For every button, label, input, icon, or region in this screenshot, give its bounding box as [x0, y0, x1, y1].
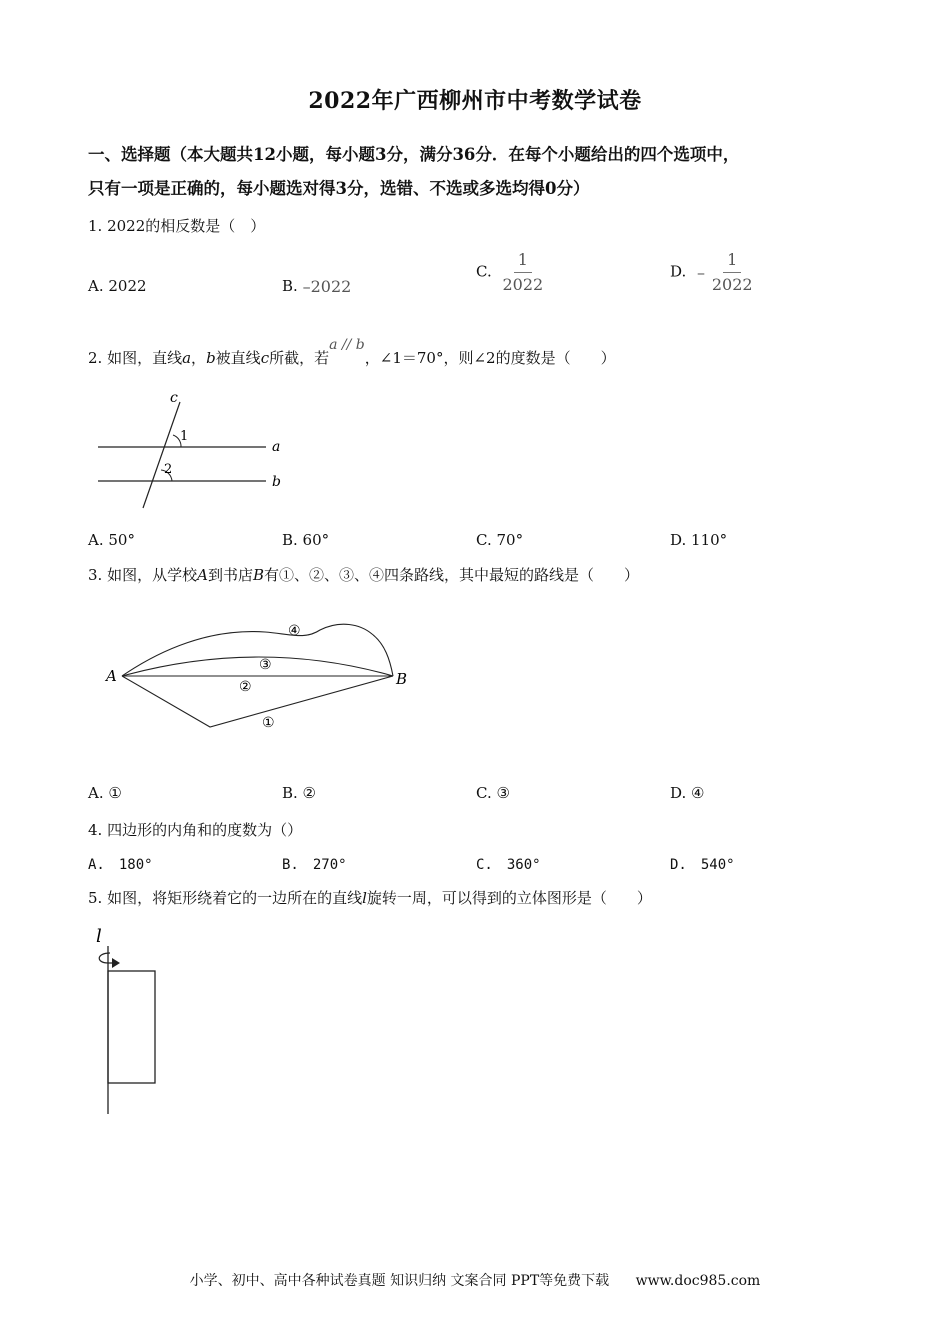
label-b: b [272, 474, 281, 490]
var-b: b [206, 349, 216, 367]
fraction-denominator: 2022 [711, 275, 753, 294]
fraction-numerator: 1 [723, 250, 741, 273]
question-3-option-a: A. ① [88, 784, 122, 802]
stem-text: 3. 如图，从学校 [88, 566, 198, 584]
section-header [88, 138, 868, 206]
stem-text: 被直线 [215, 349, 261, 367]
label-A: A [106, 667, 117, 685]
question-2-option-a: A. 50° [88, 531, 135, 549]
question-5-stem [88, 888, 652, 908]
route-4 [122, 624, 393, 676]
var-l: l [362, 889, 367, 907]
question-3-option-c: C. ③ [476, 784, 510, 802]
question-1-option-b [282, 276, 351, 297]
option-label: C. [476, 262, 492, 281]
option-value: –2022 [302, 277, 352, 296]
footer-url: www.doc985.com [635, 1273, 761, 1289]
fraction [503, 250, 544, 295]
label-angle-2: 2 [164, 462, 173, 477]
stem-text: ，∠1＝70°，则∠2的度数是（ ） [364, 349, 616, 367]
question-1-option-c [476, 250, 543, 295]
var-A: A [197, 566, 208, 584]
label-c: c [170, 390, 178, 406]
question-1-option-d [670, 250, 753, 295]
var-a: a [182, 349, 192, 367]
route-1 [122, 676, 393, 727]
question-4-stem: 4. 四边形的内角和的度数为（） [88, 821, 303, 839]
line-c [143, 402, 180, 508]
fraction-denominator: 2022 [502, 275, 544, 294]
question-4-option-a: A. 180° [88, 857, 153, 873]
stem-text: 有①、②、③、④四条路线，其中最短的路线是（ ） [263, 566, 639, 584]
question-3-stem [88, 565, 639, 585]
label-l: l [96, 926, 102, 947]
label-route-4: ④ [288, 623, 301, 639]
question-2-option-b: B. 60° [282, 531, 330, 549]
option-label: B. [282, 277, 298, 295]
rotation-arrow-icon [99, 953, 114, 963]
rectangle-rotation-figure [90, 922, 170, 1117]
parallel-lines-figure [88, 388, 298, 513]
question-4-option-c: C. 360° [476, 857, 541, 873]
question-3-option-b: B. ② [282, 784, 317, 802]
stem-text: ， [191, 349, 207, 367]
routes-figure [100, 610, 420, 735]
label-route-3: ③ [259, 657, 272, 673]
label-angle-1: 1 [180, 429, 189, 444]
question-4-option-d: D. 540° [670, 857, 735, 873]
stem-text: 到书店 [207, 566, 253, 584]
negative-sign: – [697, 262, 706, 282]
question-1-option-a: A. 2022 [88, 277, 147, 295]
label-a: a [272, 439, 281, 455]
arrow-head-icon [112, 958, 120, 968]
question-2-option-d: D. 110° [670, 531, 728, 549]
question-2-option-c: C. 70° [476, 531, 524, 549]
question-1-stem: 1. 2022的相反数是（ ） [88, 217, 266, 235]
route-3 [122, 657, 393, 676]
section-header-line2: 只有一项是正确的，每小题选对得3分，选错、不选或多选均得0分） [88, 179, 590, 198]
label-route-2: ② [239, 679, 252, 695]
stem-text: 所截，若 [269, 349, 330, 367]
parallel-expression: a // b [329, 337, 365, 353]
rectangle [108, 971, 155, 1083]
option-label: D. [670, 262, 687, 281]
stem-text: 旋转一周，可以得到的立体图形是（ ） [366, 889, 652, 907]
question-4-option-b: B. 270° [282, 857, 347, 873]
fraction-numerator: 1 [514, 250, 532, 273]
question-2-stem [88, 337, 616, 369]
footer-text: 小学、初中、高中各种试卷真题 知识归纳 文案合同 PPT等免费下载 [189, 1273, 610, 1289]
stem-text: 2. 如图，直线 [88, 349, 183, 367]
var-B: B [252, 566, 264, 584]
page-footer [0, 1270, 950, 1290]
label-route-1: ① [262, 715, 275, 731]
var-c: c [260, 349, 270, 367]
page-title: 2022年广西柳州市中考数学试卷 [308, 88, 642, 114]
question-3-option-d: D. ④ [670, 784, 705, 802]
section-header-line1: 一、选择题（本大题共12小题，每小题3分，满分36分．在每个小题给出的四个选项中， [88, 145, 740, 164]
label-B: B [396, 670, 408, 688]
stem-text: 5. 如图，将矩形绕着它的一边所在的直线 [88, 889, 363, 907]
fraction [712, 250, 753, 295]
